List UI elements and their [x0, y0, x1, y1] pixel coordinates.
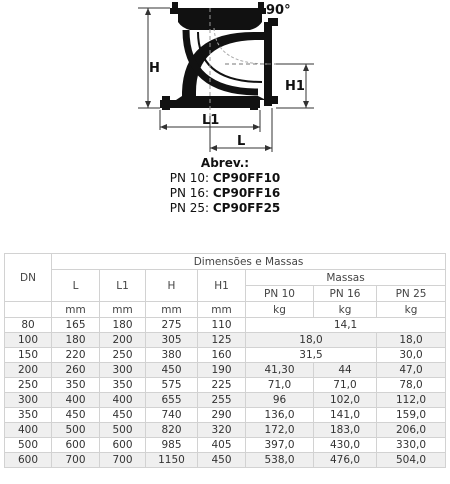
cell-h: 820 — [146, 423, 198, 438]
cell-massa-pn10-16: 18,0 — [246, 333, 377, 348]
header-h1: H1 — [198, 270, 246, 302]
angle-label: 90° — [266, 3, 291, 18]
cell-pn25: 206,0 — [377, 423, 446, 438]
abrev-line: PN 16: CP90FF16 — [169, 186, 281, 200]
abrev-title: Abrev.: — [200, 156, 250, 170]
table-row — [5, 393, 446, 408]
header-l1: L1 — [100, 270, 146, 302]
cell-h1: 125 — [198, 333, 246, 348]
cell-h: 740 — [146, 408, 198, 423]
cell-h1: 190 — [198, 363, 246, 378]
units-dn-blank — [5, 302, 52, 318]
cell-dn: 250 — [5, 378, 52, 393]
cell-h: 450 — [146, 363, 198, 378]
cell-pn25: 18,0 — [377, 333, 446, 348]
cell-l: 700 — [52, 453, 100, 468]
abrev-line: PN 25: CP90FF25 — [169, 201, 281, 215]
cell-l1: 300 — [100, 363, 146, 378]
cell-pn10: 172,0 — [246, 423, 314, 438]
cell-h: 1150 — [146, 453, 198, 468]
cell-h1: 225 — [198, 378, 246, 393]
cell-l: 600 — [52, 438, 100, 453]
unit-cell: mm — [146, 302, 198, 318]
dim-l1-label: L1 — [202, 113, 220, 128]
cell-l1: 180 — [100, 318, 146, 333]
cell-pn25: 47,0 — [377, 363, 446, 378]
cell-l1: 250 — [100, 348, 146, 363]
cell-h: 655 — [146, 393, 198, 408]
cell-h1: 255 — [198, 393, 246, 408]
cell-h1: 110 — [198, 318, 246, 333]
table-row — [5, 333, 446, 348]
header-h: H — [146, 270, 198, 302]
dim-h-label: H — [149, 61, 160, 76]
header-group: Dimensões e Massas — [52, 254, 446, 270]
unit-cell: mm — [52, 302, 100, 318]
cell-pn10: 96 — [246, 393, 314, 408]
cell-l1: 500 — [100, 423, 146, 438]
cell-dn: 350 — [5, 408, 52, 423]
cell-h1: 450 — [198, 453, 246, 468]
cell-dn: 600 — [5, 453, 52, 468]
abrev-block — [0, 156, 450, 216]
cell-massa-pn10-16: 31,5 — [246, 348, 377, 363]
cell-pn25: 504,0 — [377, 453, 446, 468]
dimensions-table — [4, 253, 446, 468]
header-pn25: PN 25 — [377, 286, 446, 302]
table-row — [5, 318, 446, 333]
cell-pn10: 41,30 — [246, 363, 314, 378]
cell-h: 985 — [146, 438, 198, 453]
table-row — [5, 378, 446, 393]
cell-l: 500 — [52, 423, 100, 438]
cell-pn16: 476,0 — [314, 453, 377, 468]
cell-h: 275 — [146, 318, 198, 333]
table-row — [5, 408, 446, 423]
cell-h: 575 — [146, 378, 198, 393]
table-row — [5, 438, 446, 453]
cell-l1: 450 — [100, 408, 146, 423]
cell-pn16: 71,0 — [314, 378, 377, 393]
cell-pn10: 136,0 — [246, 408, 314, 423]
cell-l: 450 — [52, 408, 100, 423]
cell-l: 180 — [52, 333, 100, 348]
unit-cell: mm — [198, 302, 246, 318]
cell-l1: 200 — [100, 333, 146, 348]
cell-l1: 600 — [100, 438, 146, 453]
bend-90-drawing — [0, 0, 450, 160]
header-massas: Massas — [246, 270, 446, 286]
unit-cell: kg — [314, 302, 377, 318]
cell-pn10: 397,0 — [246, 438, 314, 453]
cell-h1: 290 — [198, 408, 246, 423]
cell-dn: 400 — [5, 423, 52, 438]
cell-dn: 150 — [5, 348, 52, 363]
unit-cell: kg — [377, 302, 446, 318]
cell-pn25: 112,0 — [377, 393, 446, 408]
cell-h1: 405 — [198, 438, 246, 453]
cell-pn16: 44 — [314, 363, 377, 378]
cell-pn16: 183,0 — [314, 423, 377, 438]
cell-pn25: 330,0 — [377, 438, 446, 453]
cell-l: 220 — [52, 348, 100, 363]
cell-h1: 160 — [198, 348, 246, 363]
table-row — [5, 348, 446, 363]
table-row — [5, 423, 446, 438]
cell-pn16: 141,0 — [314, 408, 377, 423]
cell-dn: 80 — [5, 318, 52, 333]
cell-pn16: 430,0 — [314, 438, 377, 453]
cell-h1: 320 — [198, 423, 246, 438]
header-pn10: PN 10 — [246, 286, 314, 302]
cell-dn: 200 — [5, 363, 52, 378]
cell-l: 165 — [52, 318, 100, 333]
cell-l1: 700 — [100, 453, 146, 468]
top-flange — [170, 8, 266, 14]
header-pn16: PN 16 — [314, 286, 377, 302]
abrev-line: PN 10: CP90FF10 — [169, 171, 281, 185]
cell-l1: 400 — [100, 393, 146, 408]
cell-h: 305 — [146, 333, 198, 348]
cell-massa-merged: 14,1 — [246, 318, 446, 333]
cell-pn10: 71,0 — [246, 378, 314, 393]
cell-l: 350 — [52, 378, 100, 393]
unit-cell: mm — [100, 302, 146, 318]
table-row — [5, 453, 446, 468]
cell-dn: 500 — [5, 438, 52, 453]
cell-dn: 100 — [5, 333, 52, 348]
cell-l1: 350 — [100, 378, 146, 393]
header-l: L — [52, 270, 100, 302]
cell-dn: 300 — [5, 393, 52, 408]
cell-h: 380 — [146, 348, 198, 363]
unit-cell: kg — [246, 302, 314, 318]
cell-pn16: 102,0 — [314, 393, 377, 408]
header-dn: DN — [5, 254, 52, 302]
cell-pn10: 538,0 — [246, 453, 314, 468]
cell-pn25: 30,0 — [377, 348, 446, 363]
cell-l: 260 — [52, 363, 100, 378]
dim-l-label: L — [237, 134, 246, 149]
cell-pn25: 78,0 — [377, 378, 446, 393]
dim-h1-label: H1 — [285, 79, 305, 94]
table-row — [5, 363, 446, 378]
cell-l: 400 — [52, 393, 100, 408]
cell-pn25: 159,0 — [377, 408, 446, 423]
